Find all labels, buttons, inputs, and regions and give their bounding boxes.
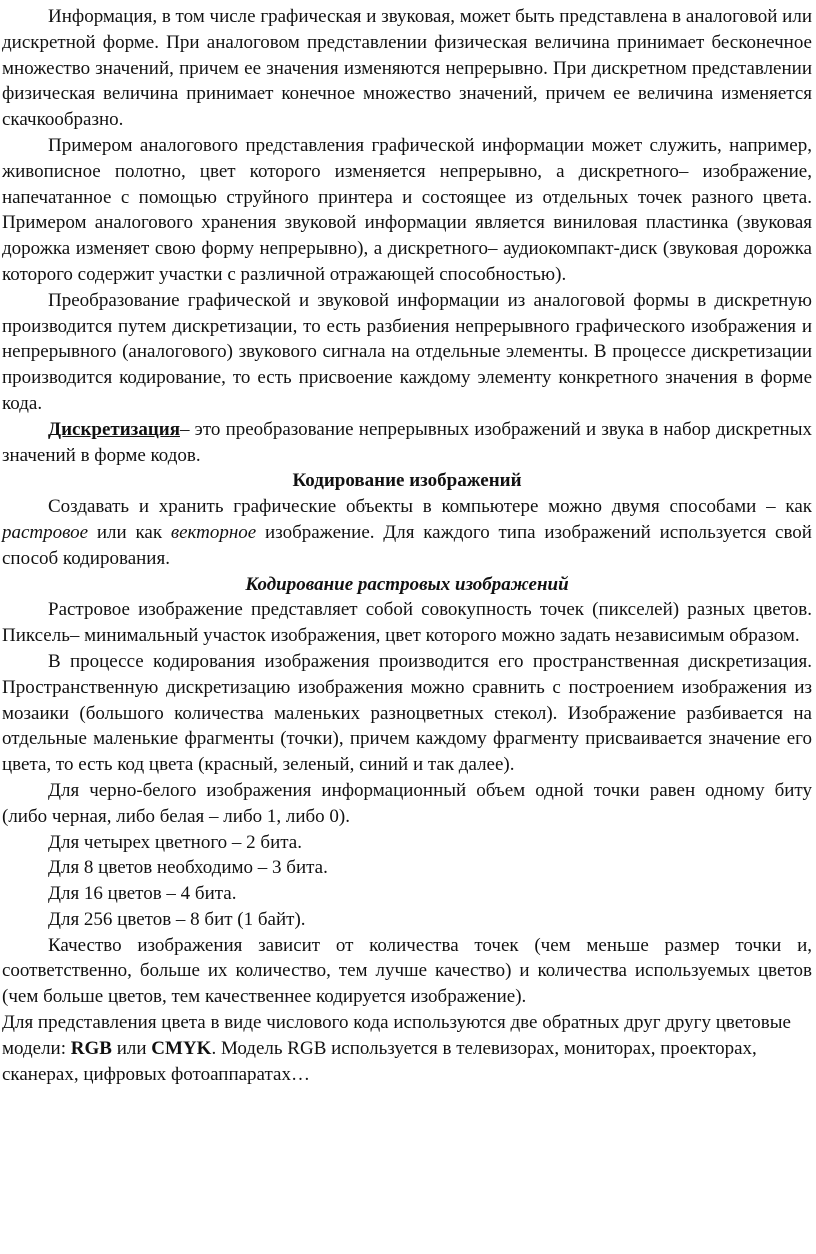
paragraph-image-types bbox=[2, 494, 812, 571]
term-vector: векторное bbox=[170, 521, 257, 543]
paragraph-raster-definition: Растровое изображение представляет собой совокупность точек (пикселей) разных цветов. Пиксель– минимальный участок изображения, цвет которого можно задать независимым образом. bbox=[2, 599, 812, 647]
list-item-16-colors: Для 16 цветов – 4 бита. bbox=[48, 883, 237, 905]
text-span: Для представления цвета в виде числового кода используются две обратных друг другу цветовые модели: bbox=[2, 1012, 791, 1059]
list-item-256-colors: Для 256 цветов – 8 бит (1 байт). bbox=[48, 908, 306, 930]
paragraph-black-white: Для черно-белого изображения информационный объем одной точки равен одному биту (либо черная, либо белая – либо 1, либо 0). bbox=[2, 779, 812, 827]
heading-raster-coding: Кодирование растровых изображений bbox=[245, 573, 569, 595]
text-span: изображение. Для каждого типа изображений используется свой способ кодирования. bbox=[2, 521, 812, 569]
text-span: . Модель RGB используется в телевизорах, мониторах, проекторах, сканерах, цифровых фотоаппаратах… bbox=[2, 1037, 757, 1085]
text-span: Создавать и хранить графические объекты в компьютере можно двумя способами – как bbox=[48, 496, 812, 518]
paragraph-quality: Качество изображения зависит от количества точек (чем меньше размер точки и, соответственно, больше их количество, тем лучше качество) и количества используемых цветов (чем больше цветов, тем качественнее кодируется изображение). bbox=[2, 934, 812, 1008]
model-cmyk: CMYK bbox=[151, 1037, 212, 1059]
term-raster: растровое bbox=[2, 521, 89, 543]
list-item-4-colors: Для четырех цветного – 2 бита. bbox=[48, 831, 302, 853]
definition-text: – это преобразование непрерывных изображений и звука в набор дискретных значений в форме кодов. bbox=[2, 418, 812, 466]
paragraph-analog-discrete: Информация, в том числе графическая и звуковая, может быть представлена в аналоговой или дискретной форме. При аналоговом представлении физическая величина принимает бесконечное множество значений, причем ее значения изменяются непрерывно. При дискретном представлении физическая величина принимает конечное множество значений, причем ее величина изменяется скачкообразно. bbox=[2, 6, 812, 131]
list-item-8-colors: Для 8 цветов необходимо – 3 бита. bbox=[48, 857, 328, 879]
text-span: или как bbox=[88, 521, 171, 543]
paragraph-color-models bbox=[2, 1010, 812, 1087]
definition-term: Дискретизация bbox=[48, 418, 180, 440]
paragraph-examples: Примером аналогового представления графической информации может служить, например, живописное полотно, цвет которого изменяется непрерывно, а дискретного– изображение, напечатанное с помощью струйного принтера и состоящее из отдельных точек разного цвета. Примером аналогового хранения звуковой информации является виниловая пластинка (звуковая дорожка изменяет свою форму непрерывно), а дискретного– аудиокомпакт-диск (звуковая дорожка которого содержит участки с различной отражающей способностью). bbox=[2, 134, 812, 285]
paragraph-discretization-process: Преобразование графической и звуковой информации из аналоговой формы в дискретную производится путем дискретизации, то есть разбиения непрерывного графического изображения и непрерывного (аналогового) звукового сигнала на отдельные элементы. В процессе дискретизации производится кодирование, то есть присвоение каждому элементу конкретного значения в форме кода. bbox=[2, 289, 812, 414]
text-span: или bbox=[111, 1037, 152, 1059]
model-rgb: RGB bbox=[70, 1037, 112, 1059]
paragraph-spatial-discretization: В процессе кодирования изображения производится его пространственная дискретизация. Пространственную дискретизацию изображения можно сравнить с построением изображения из мозаики (большого количества маленьких разноцветных стекол). Изображение разбивается на отдельные маленькие фрагменты (точки), причем каждому фрагменту присваивается значение его цвета, то есть код цвета (красный, зеленый, синий и так далее). bbox=[2, 650, 812, 776]
paragraph-definition bbox=[2, 417, 812, 469]
heading-image-coding: Кодирование изображений bbox=[292, 470, 522, 492]
